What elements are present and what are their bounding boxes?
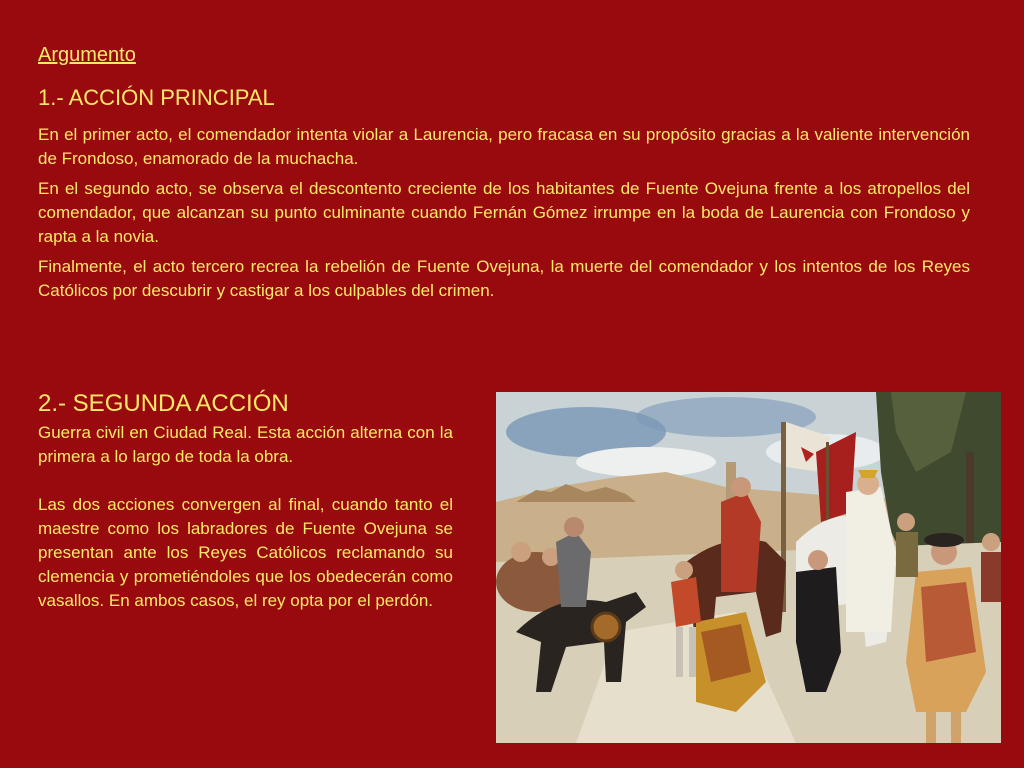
section-1-paragraph: En el segundo acto, se observa el descontento creciente de los habitantes de Fuente Ovejuna frente a los atropellos del comendador, que alcanzan su punto culminante cuando Fernán Gómez irrumpe en la boda de Laurencia con Frondoso y rapta a la novia. xyxy=(38,179,970,246)
section-1-paragraph: Finalmente, el acto tercero recrea la rebelión de Fuente Ovejuna, la muerte del comendador y los intentos de los Reyes Católicos por descubrir y castigar a los culpables del crimen. xyxy=(38,257,970,300)
section-1-paragraph: En el primer acto, el comendador intenta violar a Laurencia, pero fracasa en su propósito gracias a la valiente intervención de Frondoso, enamorado de la muchacha. xyxy=(38,125,970,168)
section-2-body xyxy=(38,421,453,637)
section-2-paragraph: Guerra civil en Ciudad Real. Esta acción alterna con la primera a lo largo de toda la obra. xyxy=(38,423,453,466)
argumento-heading[interactable]: Argumento xyxy=(38,44,136,66)
section-2-paragraph: Las dos acciones convergen al final, cuando tanto el maestre como los labradores de Fuente Ovejuna se presentan ante los Reyes Católicos reclamando su clemencia y prometiéndoles que los obedecerán como vasallos. En ambos casos, el rey opta por el perdón. xyxy=(38,495,453,610)
historical-painting xyxy=(496,392,1001,743)
painting-illustration xyxy=(496,392,1001,743)
section-2-title: 2.- SEGUNDA ACCIÓN xyxy=(38,390,289,417)
section-1-title: 1.- ACCIÓN PRINCIPAL xyxy=(38,85,275,110)
section-1-body xyxy=(38,123,970,309)
